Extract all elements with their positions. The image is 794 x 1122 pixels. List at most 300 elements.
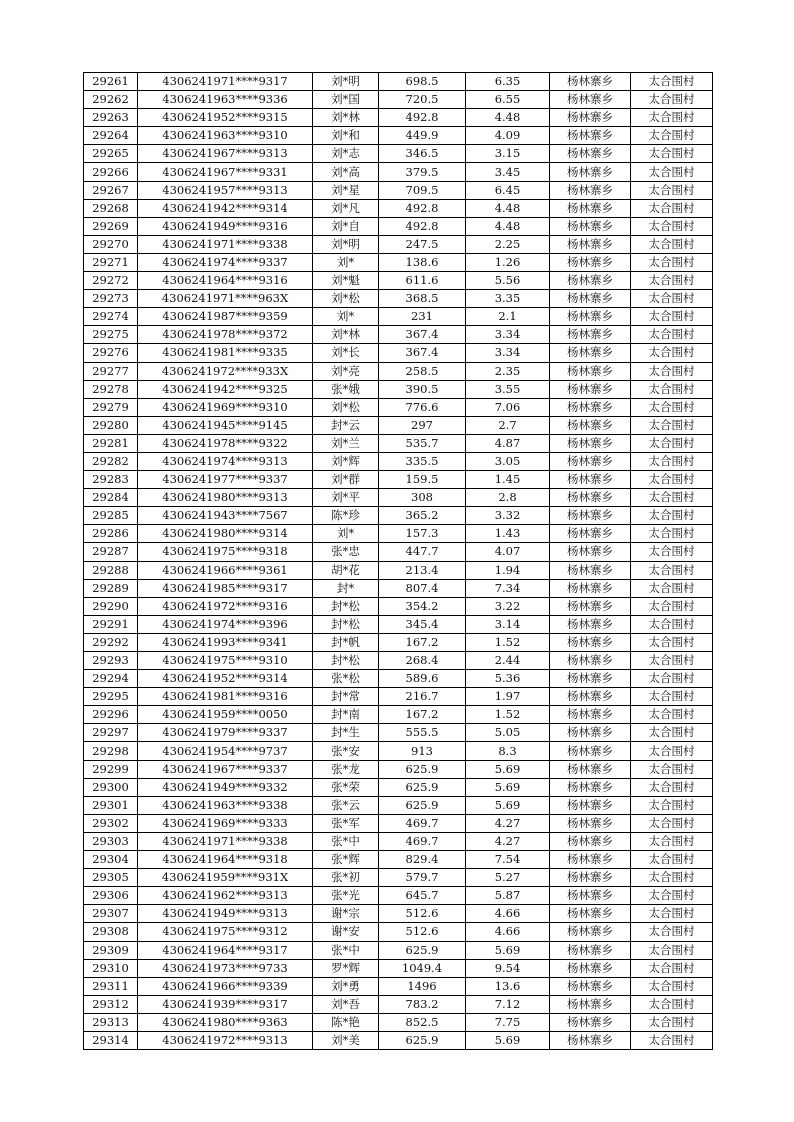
cell-name: 罗*辉 <box>313 959 379 977</box>
cell-row-number: 29297 <box>84 724 138 742</box>
cell-amount: 365.2 <box>379 507 466 525</box>
cell-name: 张*军 <box>313 814 379 832</box>
cell-id-number: 4306241952****9314 <box>138 670 313 688</box>
cell-village: 太合围村 <box>631 778 713 796</box>
cell-township: 杨林寨乡 <box>550 941 631 959</box>
cell-amount: 492.8 <box>379 217 466 235</box>
table-row <box>84 344 713 362</box>
cell-village: 太合围村 <box>631 362 713 380</box>
cell-amount: 913 <box>379 742 466 760</box>
cell-village: 太合围村 <box>631 543 713 561</box>
cell-amount: 492.8 <box>379 109 466 127</box>
cell-township: 杨林寨乡 <box>550 869 631 887</box>
cell-area: 4.48 <box>466 199 550 217</box>
cell-id-number: 4306241957****9313 <box>138 181 313 199</box>
cell-township: 杨林寨乡 <box>550 109 631 127</box>
cell-amount: 589.6 <box>379 670 466 688</box>
cell-row-number: 29300 <box>84 778 138 796</box>
cell-village: 太合围村 <box>631 1013 713 1031</box>
cell-row-number: 29286 <box>84 525 138 543</box>
cell-amount: 308 <box>379 489 466 507</box>
cell-name: 刘*松 <box>313 290 379 308</box>
cell-village: 太合围村 <box>631 977 713 995</box>
cell-township: 杨林寨乡 <box>550 471 631 489</box>
cell-id-number: 4306241974****9337 <box>138 253 313 271</box>
cell-row-number: 29266 <box>84 163 138 181</box>
cell-township: 杨林寨乡 <box>550 1013 631 1031</box>
cell-name: 张*安 <box>313 742 379 760</box>
cell-row-number: 29265 <box>84 145 138 163</box>
cell-name: 刘*林 <box>313 326 379 344</box>
cell-name: 刘*长 <box>313 344 379 362</box>
cell-area: 3.34 <box>466 344 550 362</box>
cell-village: 太合围村 <box>631 941 713 959</box>
cell-village: 太合围村 <box>631 471 713 489</box>
cell-township: 杨林寨乡 <box>550 272 631 290</box>
cell-name: 刘* <box>313 525 379 543</box>
cell-amount: 157.3 <box>379 525 466 543</box>
cell-township: 杨林寨乡 <box>550 742 631 760</box>
cell-row-number: 29305 <box>84 869 138 887</box>
cell-amount: 297 <box>379 416 466 434</box>
cell-amount: 346.5 <box>379 145 466 163</box>
table-row <box>84 398 713 416</box>
table-row <box>84 163 713 181</box>
cell-id-number: 4306241966****9339 <box>138 977 313 995</box>
cell-township: 杨林寨乡 <box>550 959 631 977</box>
cell-row-number: 29307 <box>84 905 138 923</box>
cell-id-number: 4306241964****9317 <box>138 941 313 959</box>
cell-area: 7.54 <box>466 851 550 869</box>
cell-village: 太合围村 <box>631 507 713 525</box>
cell-id-number: 4306241949****9313 <box>138 905 313 923</box>
cell-village: 太合围村 <box>631 724 713 742</box>
cell-id-number: 4306241943****7567 <box>138 507 313 525</box>
cell-village: 太合围村 <box>631 561 713 579</box>
cell-amount: 829.4 <box>379 851 466 869</box>
cell-name: 封*松 <box>313 652 379 670</box>
cell-village: 太合围村 <box>631 452 713 470</box>
cell-name: 陈*艳 <box>313 1013 379 1031</box>
cell-row-number: 29284 <box>84 489 138 507</box>
table-row <box>84 995 713 1013</box>
cell-id-number: 4306241945****9145 <box>138 416 313 434</box>
cell-amount: 492.8 <box>379 199 466 217</box>
cell-township: 杨林寨乡 <box>550 181 631 199</box>
cell-township: 杨林寨乡 <box>550 452 631 470</box>
cell-id-number: 4306241975****9312 <box>138 923 313 941</box>
cell-row-number: 29267 <box>84 181 138 199</box>
table-row <box>84 217 713 235</box>
cell-area: 1.52 <box>466 633 550 651</box>
cell-name: 刘*星 <box>313 181 379 199</box>
cell-id-number: 4306241959****0050 <box>138 706 313 724</box>
cell-area: 4.27 <box>466 814 550 832</box>
cell-village: 太合围村 <box>631 416 713 434</box>
cell-amount: 698.5 <box>379 73 466 91</box>
cell-row-number: 29309 <box>84 941 138 959</box>
cell-name: 刘*志 <box>313 145 379 163</box>
cell-amount: 231 <box>379 308 466 326</box>
table-row <box>84 127 713 145</box>
cell-name: 刘* <box>313 308 379 326</box>
cell-area: 1.43 <box>466 525 550 543</box>
cell-name: 刘*美 <box>313 1031 379 1049</box>
cell-amount: 625.9 <box>379 778 466 796</box>
cell-amount: 783.2 <box>379 995 466 1013</box>
cell-name: 张*龙 <box>313 760 379 778</box>
cell-id-number: 4306241977****9337 <box>138 471 313 489</box>
cell-area: 4.48 <box>466 217 550 235</box>
cell-township: 杨林寨乡 <box>550 416 631 434</box>
cell-village: 太合围村 <box>631 579 713 597</box>
cell-village: 太合围村 <box>631 688 713 706</box>
cell-village: 太合围村 <box>631 742 713 760</box>
cell-village: 太合围村 <box>631 633 713 651</box>
cell-row-number: 29299 <box>84 760 138 778</box>
cell-village: 太合围村 <box>631 73 713 91</box>
cell-row-number: 29302 <box>84 814 138 832</box>
cell-id-number: 4306241980****9313 <box>138 489 313 507</box>
cell-id-number: 4306241971****9338 <box>138 832 313 850</box>
table-row <box>84 199 713 217</box>
cell-amount: 709.5 <box>379 181 466 199</box>
cell-row-number: 29304 <box>84 851 138 869</box>
cell-township: 杨林寨乡 <box>550 995 631 1013</box>
cell-area: 3.32 <box>466 507 550 525</box>
cell-township: 杨林寨乡 <box>550 832 631 850</box>
cell-row-number: 29274 <box>84 308 138 326</box>
cell-amount: 535.7 <box>379 434 466 452</box>
cell-name: 谢*安 <box>313 923 379 941</box>
cell-name: 张*忠 <box>313 543 379 561</box>
cell-amount: 579.7 <box>379 869 466 887</box>
cell-name: 张*辉 <box>313 851 379 869</box>
cell-row-number: 29293 <box>84 652 138 670</box>
table-row <box>84 1031 713 1049</box>
table-row <box>84 109 713 127</box>
cell-area: 2.44 <box>466 652 550 670</box>
table-row <box>84 91 713 109</box>
cell-area: 2.8 <box>466 489 550 507</box>
cell-row-number: 29310 <box>84 959 138 977</box>
table-row <box>84 905 713 923</box>
table-row <box>84 652 713 670</box>
cell-village: 太合围村 <box>631 489 713 507</box>
cell-area: 3.22 <box>466 597 550 615</box>
cell-row-number: 29281 <box>84 434 138 452</box>
cell-area: 5.69 <box>466 1031 550 1049</box>
cell-name: 刘*群 <box>313 471 379 489</box>
cell-id-number: 4306241973****9733 <box>138 959 313 977</box>
cell-amount: 258.5 <box>379 362 466 380</box>
cell-amount: 625.9 <box>379 796 466 814</box>
cell-area: 1.97 <box>466 688 550 706</box>
cell-township: 杨林寨乡 <box>550 253 631 271</box>
cell-id-number: 4306241980****9363 <box>138 1013 313 1031</box>
cell-name: 张*中 <box>313 832 379 850</box>
cell-village: 太合围村 <box>631 760 713 778</box>
cell-area: 4.66 <box>466 905 550 923</box>
cell-village: 太合围村 <box>631 615 713 633</box>
cell-township: 杨林寨乡 <box>550 127 631 145</box>
cell-village: 太合围村 <box>631 869 713 887</box>
cell-amount: 469.7 <box>379 814 466 832</box>
cell-row-number: 29269 <box>84 217 138 235</box>
cell-amount: 167.2 <box>379 633 466 651</box>
cell-township: 杨林寨乡 <box>550 326 631 344</box>
cell-amount: 216.7 <box>379 688 466 706</box>
cell-area: 8.3 <box>466 742 550 760</box>
cell-village: 太合围村 <box>631 253 713 271</box>
table-row <box>84 814 713 832</box>
table-row <box>84 688 713 706</box>
cell-village: 太合围村 <box>631 344 713 362</box>
cell-row-number: 29277 <box>84 362 138 380</box>
cell-row-number: 29296 <box>84 706 138 724</box>
cell-village: 太合围村 <box>631 380 713 398</box>
cell-area: 7.34 <box>466 579 550 597</box>
cell-id-number: 4306241967****9313 <box>138 145 313 163</box>
cell-amount: 159.5 <box>379 471 466 489</box>
table-body <box>84 73 713 1050</box>
table-row <box>84 742 713 760</box>
table-row <box>84 959 713 977</box>
table-row <box>84 887 713 905</box>
cell-township: 杨林寨乡 <box>550 362 631 380</box>
cell-village: 太合围村 <box>631 832 713 850</box>
cell-amount: 555.5 <box>379 724 466 742</box>
cell-village: 太合围村 <box>631 145 713 163</box>
cell-area: 3.35 <box>466 290 550 308</box>
cell-id-number: 4306241972****9316 <box>138 597 313 615</box>
table-row <box>84 434 713 452</box>
cell-name: 刘*明 <box>313 235 379 253</box>
cell-amount: 367.4 <box>379 344 466 362</box>
cell-row-number: 29279 <box>84 398 138 416</box>
cell-row-number: 29292 <box>84 633 138 651</box>
cell-village: 太合围村 <box>631 163 713 181</box>
cell-amount: 368.5 <box>379 290 466 308</box>
cell-row-number: 29290 <box>84 597 138 615</box>
cell-amount: 367.4 <box>379 326 466 344</box>
cell-village: 太合围村 <box>631 434 713 452</box>
table-row <box>84 525 713 543</box>
table-row <box>84 977 713 995</box>
cell-name: 刘*魁 <box>313 272 379 290</box>
cell-area: 4.09 <box>466 127 550 145</box>
cell-amount: 512.6 <box>379 923 466 941</box>
cell-name: 刘*林 <box>313 109 379 127</box>
cell-village: 太合围村 <box>631 851 713 869</box>
cell-row-number: 29313 <box>84 1013 138 1031</box>
cell-id-number: 4306241942****9325 <box>138 380 313 398</box>
cell-row-number: 29288 <box>84 561 138 579</box>
table-row <box>84 923 713 941</box>
cell-township: 杨林寨乡 <box>550 670 631 688</box>
table-row <box>84 724 713 742</box>
cell-township: 杨林寨乡 <box>550 290 631 308</box>
cell-township: 杨林寨乡 <box>550 543 631 561</box>
cell-amount: 720.5 <box>379 91 466 109</box>
cell-township: 杨林寨乡 <box>550 796 631 814</box>
cell-township: 杨林寨乡 <box>550 199 631 217</box>
cell-township: 杨林寨乡 <box>550 434 631 452</box>
cell-area: 9.54 <box>466 959 550 977</box>
cell-village: 太合围村 <box>631 235 713 253</box>
cell-name: 封* <box>313 579 379 597</box>
cell-id-number: 4306241962****9313 <box>138 887 313 905</box>
cell-village: 太合围村 <box>631 706 713 724</box>
cell-township: 杨林寨乡 <box>550 977 631 995</box>
data-table <box>83 72 713 1050</box>
cell-amount: 213.4 <box>379 561 466 579</box>
cell-id-number: 4306241978****9322 <box>138 434 313 452</box>
cell-name: 刘*吾 <box>313 995 379 1013</box>
table-row <box>84 73 713 91</box>
cell-id-number: 4306241993****9341 <box>138 633 313 651</box>
cell-township: 杨林寨乡 <box>550 398 631 416</box>
cell-id-number: 4306241981****9335 <box>138 344 313 362</box>
cell-row-number: 29291 <box>84 615 138 633</box>
cell-amount: 852.5 <box>379 1013 466 1031</box>
table-row <box>84 561 713 579</box>
cell-township: 杨林寨乡 <box>550 163 631 181</box>
cell-village: 太合围村 <box>631 127 713 145</box>
cell-village: 太合围村 <box>631 326 713 344</box>
cell-name: 刘*明 <box>313 73 379 91</box>
table-row <box>84 416 713 434</box>
cell-village: 太合围村 <box>631 308 713 326</box>
cell-id-number: 4306241971****9317 <box>138 73 313 91</box>
cell-village: 太合围村 <box>631 796 713 814</box>
cell-row-number: 29287 <box>84 543 138 561</box>
cell-area: 1.45 <box>466 471 550 489</box>
cell-name: 张*松 <box>313 670 379 688</box>
cell-township: 杨林寨乡 <box>550 851 631 869</box>
cell-amount: 447.7 <box>379 543 466 561</box>
cell-village: 太合围村 <box>631 814 713 832</box>
cell-row-number: 29306 <box>84 887 138 905</box>
cell-township: 杨林寨乡 <box>550 887 631 905</box>
cell-area: 4.07 <box>466 543 550 561</box>
cell-township: 杨林寨乡 <box>550 380 631 398</box>
cell-name: 刘*松 <box>313 398 379 416</box>
cell-amount: 625.9 <box>379 760 466 778</box>
cell-township: 杨林寨乡 <box>550 905 631 923</box>
cell-row-number: 29289 <box>84 579 138 597</box>
cell-township: 杨林寨乡 <box>550 145 631 163</box>
cell-row-number: 29263 <box>84 109 138 127</box>
cell-row-number: 29278 <box>84 380 138 398</box>
table-row <box>84 851 713 869</box>
cell-row-number: 29270 <box>84 235 138 253</box>
cell-id-number: 4306241964****9316 <box>138 272 313 290</box>
cell-name: 刘*凡 <box>313 199 379 217</box>
cell-name: 胡*花 <box>313 561 379 579</box>
cell-amount: 379.5 <box>379 163 466 181</box>
cell-row-number: 29268 <box>84 199 138 217</box>
table-row <box>84 706 713 724</box>
cell-id-number: 4306241949****9332 <box>138 778 313 796</box>
cell-id-number: 4306241974****9396 <box>138 615 313 633</box>
table-row <box>84 362 713 380</box>
table-row <box>84 380 713 398</box>
cell-township: 杨林寨乡 <box>550 235 631 253</box>
cell-id-number: 4306241980****9314 <box>138 525 313 543</box>
cell-id-number: 4306241954****9737 <box>138 742 313 760</box>
cell-area: 13.6 <box>466 977 550 995</box>
cell-name: 张*初 <box>313 869 379 887</box>
table-row <box>84 597 713 615</box>
cell-id-number: 4306241971****963X <box>138 290 313 308</box>
cell-row-number: 29301 <box>84 796 138 814</box>
cell-row-number: 29262 <box>84 91 138 109</box>
cell-area: 5.69 <box>466 941 550 959</box>
cell-village: 太合围村 <box>631 181 713 199</box>
cell-row-number: 29298 <box>84 742 138 760</box>
cell-name: 刘*辉 <box>313 452 379 470</box>
table-row <box>84 181 713 199</box>
cell-area: 6.35 <box>466 73 550 91</box>
cell-row-number: 29308 <box>84 923 138 941</box>
cell-township: 杨林寨乡 <box>550 814 631 832</box>
table-row <box>84 272 713 290</box>
cell-township: 杨林寨乡 <box>550 579 631 597</box>
cell-area: 5.56 <box>466 272 550 290</box>
cell-row-number: 29312 <box>84 995 138 1013</box>
cell-amount: 1496 <box>379 977 466 995</box>
cell-id-number: 4306241963****9338 <box>138 796 313 814</box>
cell-id-number: 4306241985****9317 <box>138 579 313 597</box>
cell-area: 5.69 <box>466 760 550 778</box>
table-row <box>84 615 713 633</box>
cell-name: 封*松 <box>313 615 379 633</box>
table-row <box>84 308 713 326</box>
cell-township: 杨林寨乡 <box>550 597 631 615</box>
table-row <box>84 1013 713 1031</box>
cell-row-number: 29314 <box>84 1031 138 1049</box>
cell-id-number: 4306241981****9316 <box>138 688 313 706</box>
table-row <box>84 145 713 163</box>
cell-row-number: 29285 <box>84 507 138 525</box>
cell-village: 太合围村 <box>631 887 713 905</box>
cell-amount: 354.2 <box>379 597 466 615</box>
cell-village: 太合围村 <box>631 923 713 941</box>
cell-row-number: 29303 <box>84 832 138 850</box>
cell-name: 刘*兰 <box>313 434 379 452</box>
cell-township: 杨林寨乡 <box>550 308 631 326</box>
cell-id-number: 4306241963****9336 <box>138 91 313 109</box>
cell-id-number: 4306241966****9361 <box>138 561 313 579</box>
cell-row-number: 29272 <box>84 272 138 290</box>
table-row <box>84 778 713 796</box>
cell-amount: 167.2 <box>379 706 466 724</box>
cell-area: 3.15 <box>466 145 550 163</box>
cell-township: 杨林寨乡 <box>550 344 631 362</box>
cell-row-number: 29282 <box>84 452 138 470</box>
cell-area: 5.87 <box>466 887 550 905</box>
cell-area: 1.26 <box>466 253 550 271</box>
cell-amount: 1049.4 <box>379 959 466 977</box>
cell-amount: 345.4 <box>379 615 466 633</box>
cell-name: 陈*珍 <box>313 507 379 525</box>
cell-name: 封*南 <box>313 706 379 724</box>
cell-name: 刘*自 <box>313 217 379 235</box>
cell-village: 太合围村 <box>631 670 713 688</box>
cell-area: 4.87 <box>466 434 550 452</box>
table-row <box>84 633 713 651</box>
